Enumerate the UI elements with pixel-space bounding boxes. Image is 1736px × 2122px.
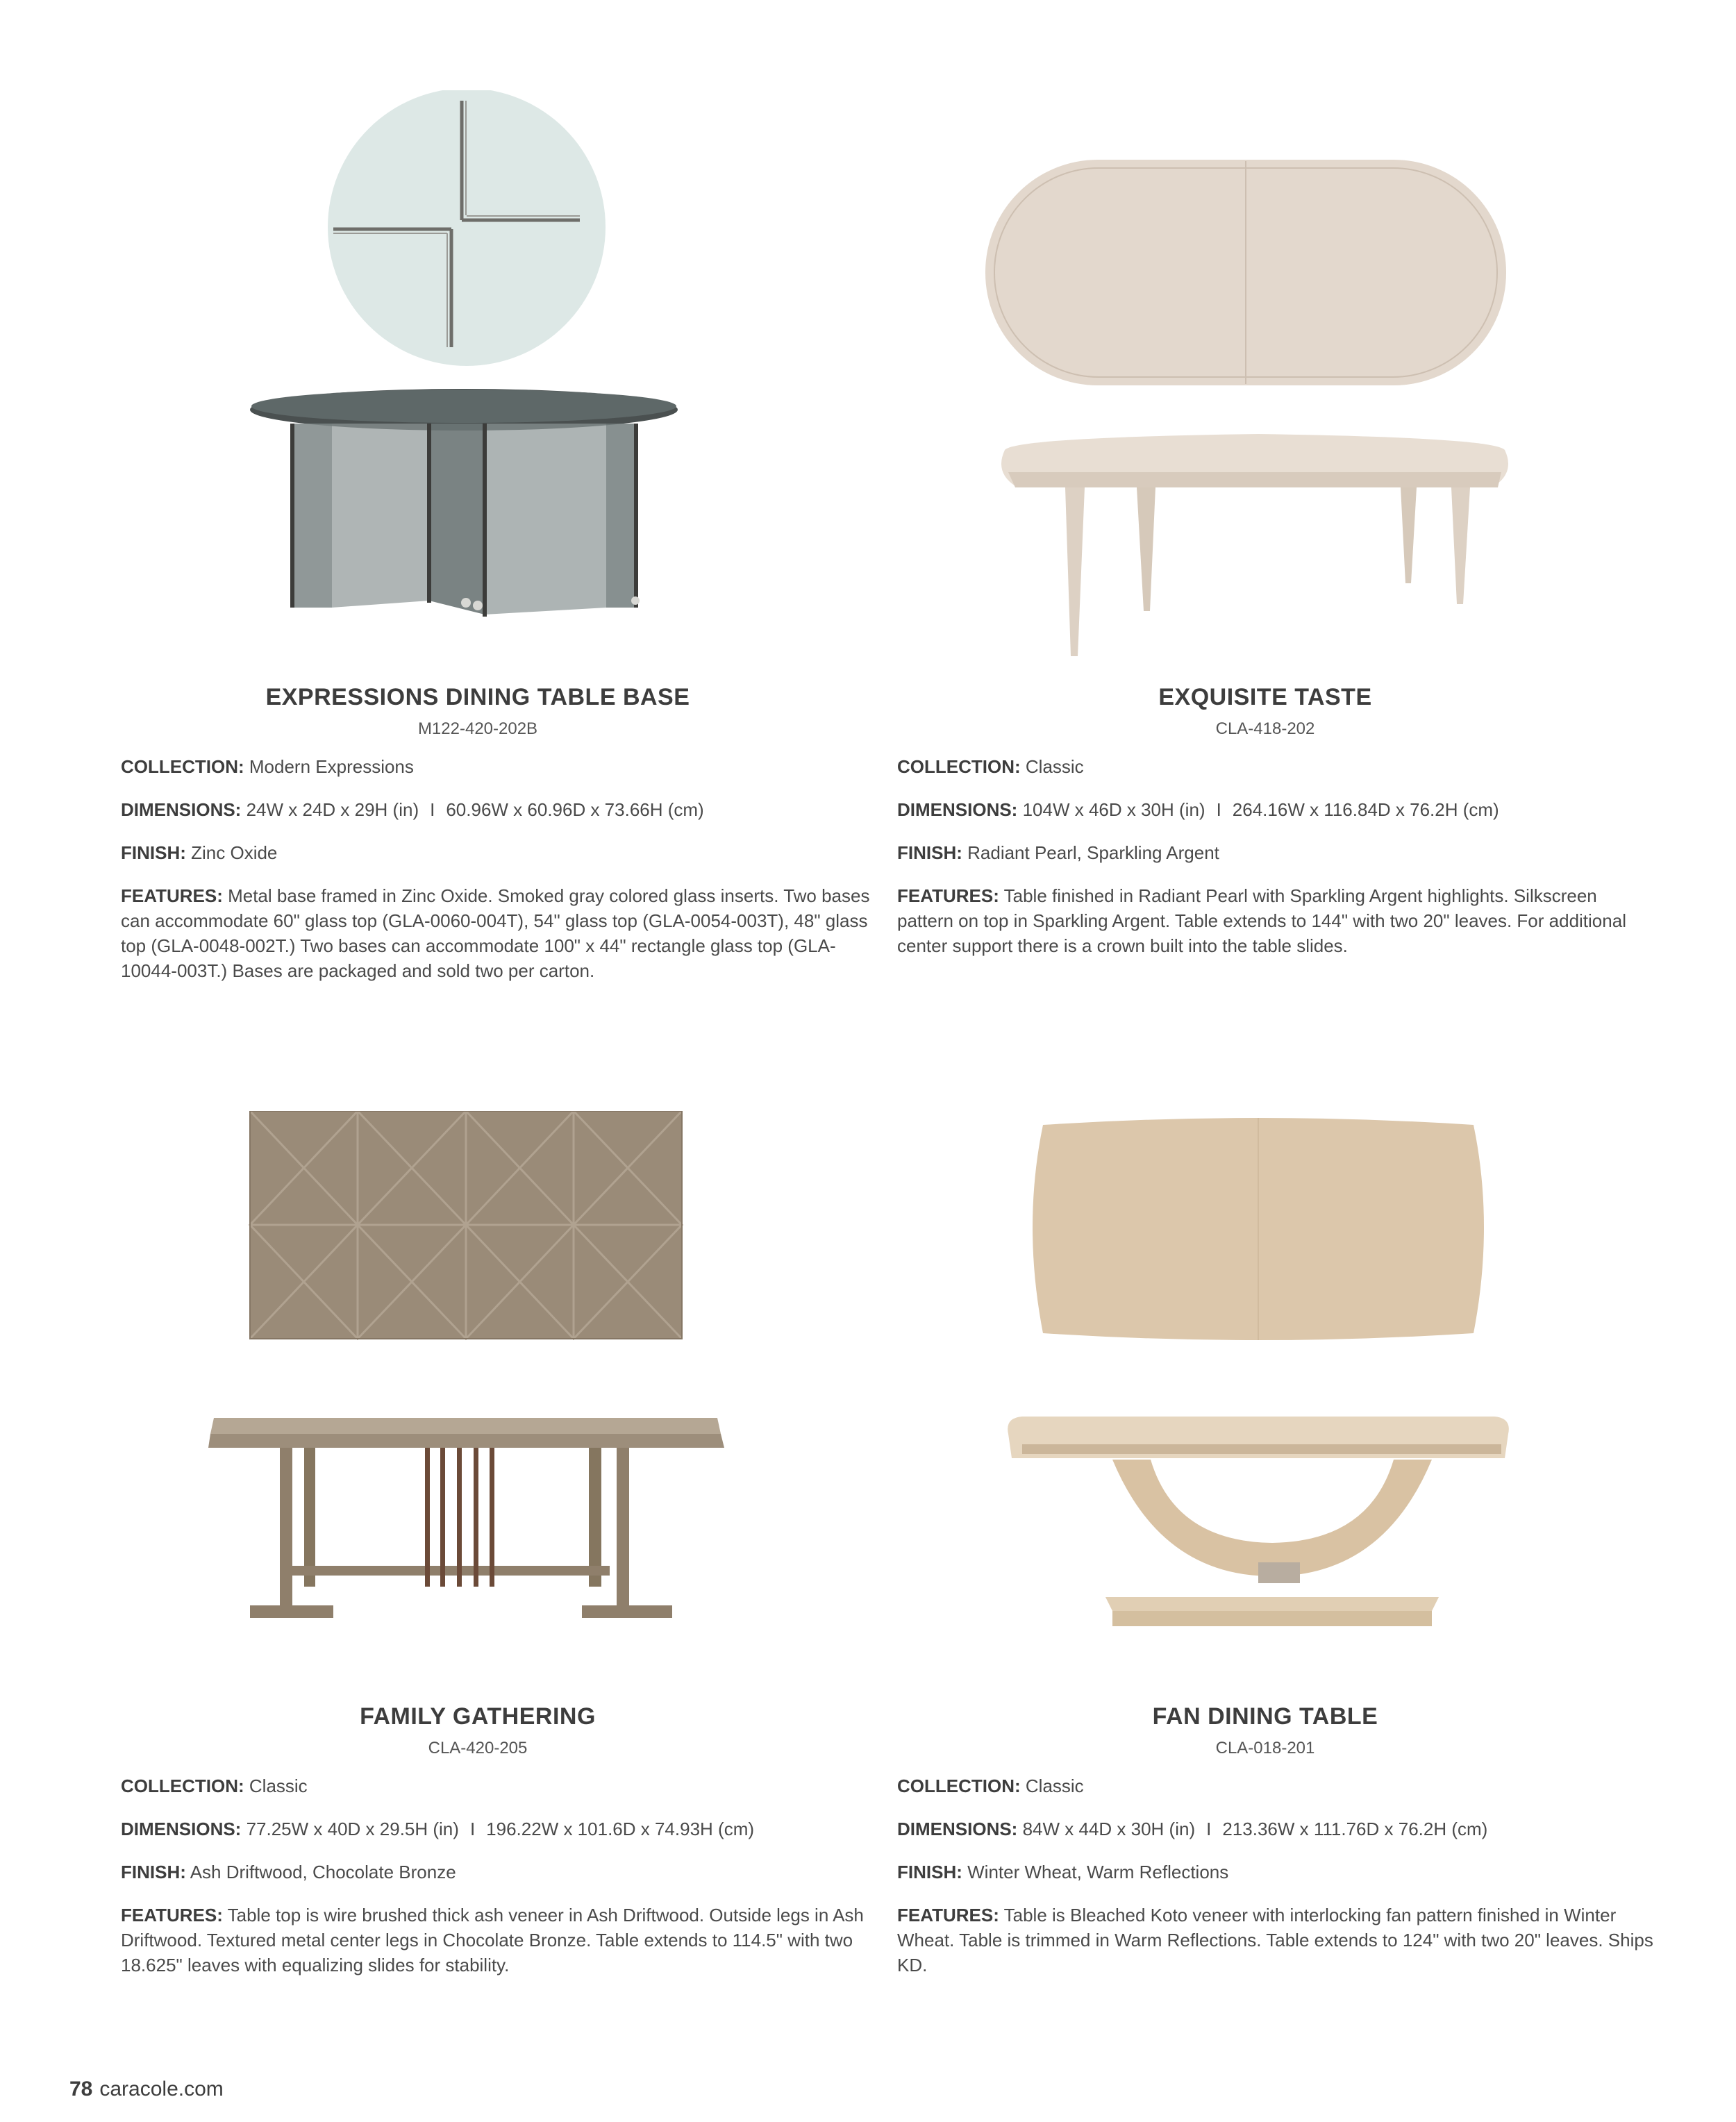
- product-image-expressions: [96, 90, 860, 639]
- product-title: FAN DINING TABLE: [1152, 1703, 1378, 1730]
- product-sku: CLA-420-205: [428, 1739, 528, 1757]
- product-title: EXQUISITE TASTE: [1158, 684, 1372, 710]
- spec-collection: COLLECTION: Classic: [121, 1776, 308, 1796]
- spec-collection: COLLECTION: Modern Expressions: [121, 756, 414, 777]
- spec-finish: FINISH: Winter Wheat, Warm Reflections: [897, 1862, 1229, 1882]
- product-specs: [121, 1773, 878, 1996]
- spec-dimensions: DIMENSIONS: 84W x 44D x 30H (in) I 213.36W x 111.76D x 76.2H (cm): [897, 1819, 1488, 1839]
- spec-collection: COLLECTION: Classic: [897, 1776, 1084, 1796]
- product-specs: [897, 1773, 1654, 1996]
- spec-finish: FINISH: Radiant Pearl, Sparkling Argent: [897, 842, 1219, 863]
- spec-features: FEATURES: Table top is wire brushed thick ash veneer in Ash Driftwood. Outside legs in Ash Driftwood. Textured metal center legs in Chocolate Bronze. Table extends to 114.5" with two 18.625" leaves with equalizing slides for stability.: [121, 1905, 864, 1975]
- product-image-family-gathering: [96, 1111, 860, 1653]
- spec-dimensions: DIMENSIONS: 104W x 46D x 30H (in) I 264.16W x 116.84D x 76.2H (cm): [897, 799, 1499, 820]
- product-specs: [121, 754, 878, 1001]
- spec-features: FEATURES: Table is Bleached Koto veneer with interlocking fan pattern finished in Winter Wheat. Table is trimmed in Warm Reflections. Table extends to 124" with two 20" leaves. Ships KD.: [897, 1905, 1653, 1975]
- product-specs: [897, 754, 1654, 976]
- spec-dimensions: DIMENSIONS: 77.25W x 40D x 29.5H (in) I 196.22W x 101.6D x 74.93H (cm): [121, 1819, 755, 1839]
- spec-dimensions: DIMENSIONS: 24W x 24D x 29H (in) I 60.96W x 60.96D x 73.66H (cm): [121, 799, 704, 820]
- page-footer: [69, 2078, 224, 2101]
- spec-features: FEATURES: Table finished in Radiant Pearl with Sparkling Argent highlights. Silkscreen pattern on top in Sparkling Argent. Table extends to 144" with two 20" leaves. For additional center support there is a crown built into the table slides.: [897, 885, 1626, 956]
- spec-finish: FINISH: Zinc Oxide: [121, 842, 278, 863]
- spec-finish: FINISH: Ash Driftwood, Chocolate Bronze: [121, 1862, 456, 1882]
- spec-features: FEATURES: Metal base framed in Zinc Oxide. Smoked gray colored glass inserts. Two bases can accommodate 60" glass top (GLA-0060-004T), 54" glass top (GLA-0054-003T), 48" glass top (GLA-0048-002T.) Two bases can accommodate 100" x 44" rectangle glass top (GLA-10044-003T.) Bases are packaged and sold two per carton.: [121, 885, 870, 981]
- product-sku: CLA-418-202: [1215, 719, 1315, 738]
- product-title: EXPRESSIONS DINING TABLE BASE: [265, 684, 690, 710]
- product-sku: M122-420-202B: [417, 719, 538, 738]
- spec-collection: COLLECTION: Classic: [897, 756, 1084, 777]
- website-link[interactable]: caracole.com: [99, 2078, 224, 2100]
- product-image-fan-dining-table: [883, 1118, 1647, 1653]
- page-number: 78: [69, 2078, 93, 2100]
- product-image-exquisite-taste: [883, 153, 1647, 667]
- product-title: FAMILY GATHERING: [360, 1703, 596, 1730]
- product-sku: CLA-018-201: [1215, 1739, 1315, 1757]
